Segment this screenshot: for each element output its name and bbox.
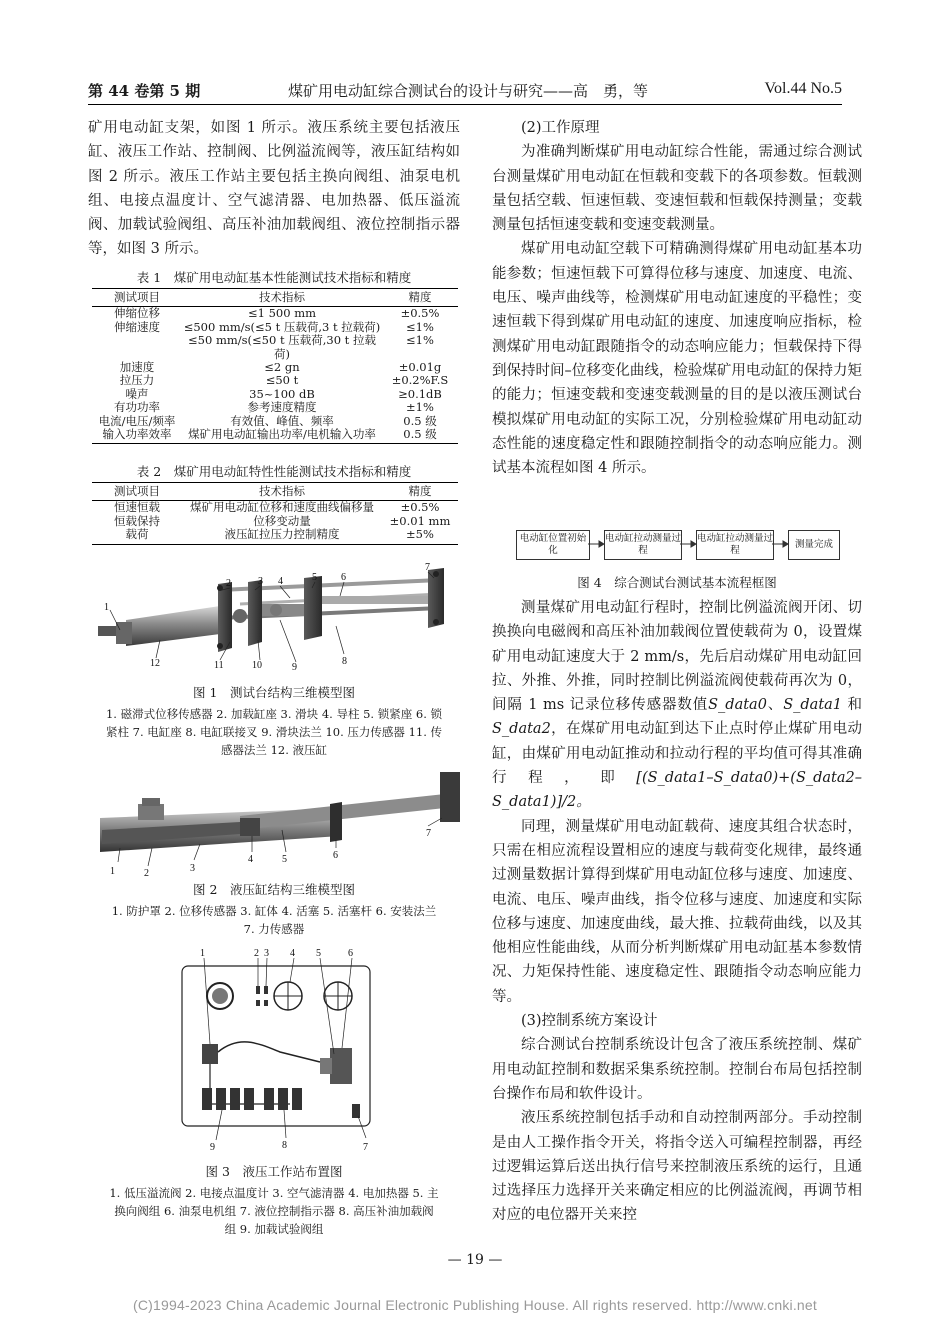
table1-cell: 伸缩位移 <box>114 306 160 321</box>
table1-cell: 噪声 <box>125 386 149 401</box>
table2-row <box>92 515 458 528</box>
table1-row <box>92 415 458 428</box>
table2-caption: 表 2 煤矿用电动缸特性性能测试技术指标和精度 <box>136 464 412 479</box>
table1-cell: 有效值、峰值、频率 <box>230 413 334 428</box>
table2-cell: 恒速恒载 <box>114 500 160 515</box>
running-header <box>88 80 842 102</box>
table1 <box>92 288 458 444</box>
right-para5: 综合测试台控制系统设计包含了液压系统控制、煤矿用电动缸控制和数据采集系统控制。控制台布局包括控制台操作布局和软件设计。 <box>492 1037 862 1102</box>
fig2-legend-line2: 7. 力传感器 <box>243 922 305 936</box>
figure1-legend <box>88 705 460 759</box>
fig3-callout-9: 9 <box>210 1142 215 1153</box>
fig1-callout-12: 12 <box>150 658 160 669</box>
fig1-callout-1: 1 <box>104 602 109 613</box>
fig3-relief-valve <box>202 1044 218 1064</box>
fig2-callout-2: 2 <box>144 868 149 876</box>
stroke-formula: [(S_data1–S_data0)+(S_data2–S_data1)]/2。 <box>492 770 862 811</box>
flow-box-pull-2: 电动缸拉动测量过程 <box>696 530 774 560</box>
right-para4: 同理，测量煤矿用电动缸载荷、速度其组合状态时，只需在相应流程设置相应的速度与载荷变化规律，最终通过测量数据计算得到煤矿用电动缸位移与速度、加速度、电流、电压、噪声曲线，指令位移与速度、加速度和实际位移与速度、加速度曲线，最大推、拉载荷曲线，以及其他相应性能曲线，从而分析判断煤矿用电动缸基本参数情况、力矩保持性能、速度稳定性、跟随指令动态响应能力等。 <box>492 818 862 1005</box>
fig2-mount-flange <box>330 802 342 842</box>
fig2-protective-cover <box>138 804 164 820</box>
fig1-legend-line1: 1. 磁滞式位移传感器 2. 加载缸座 3. 滑块 4. 导柱 5. 锁紧座 6. 锁 <box>105 707 443 721</box>
flow-arrows <box>588 536 788 552</box>
section2-title: (2)工作原理 <box>521 120 600 136</box>
right-para1: 为准确判断煤矿用电动缸综合性能，需通过综合测试台测量煤矿用电动缸在恒载和变载下的各项参数。恒载测量包括空载、恒速恒载、变速恒载和恒载保持测量；变载测量包括恒速变载和变速变载测量。 <box>492 144 862 234</box>
fig3-high-pressure-valves <box>264 1088 302 1110</box>
header-volume-en: Vol.44 No.5 <box>764 80 842 97</box>
fig3-callout-3: 3 <box>264 948 269 959</box>
fig3-callout-5: 5 <box>316 948 321 959</box>
fig1-callout-2: 2 <box>226 578 231 589</box>
section3-title: (3)控制系统方案设计 <box>521 1013 658 1030</box>
table1-row <box>92 374 458 387</box>
var-s-data2: S_data2 <box>492 721 551 738</box>
fig1-callout-3: 3 <box>258 576 263 587</box>
fig1-callout-10: 10 <box>252 660 262 671</box>
fig3-legend-line3: 组 9. 加载试验阀组 <box>224 1222 324 1236</box>
table2-cell: ±0.01 mm <box>389 513 451 528</box>
fig2-callout-4: 4 <box>248 854 253 865</box>
figure3-caption: 图 3 液压工作站布置图 <box>205 1164 343 1179</box>
table1-row <box>92 321 458 334</box>
figure2-legend <box>88 902 460 938</box>
right-para6: 液压系统控制包括手动和自动控制两部分。手动控制是由人工操作指令开关，将指令送入可编程控制器，再经过逻辑运算后送出执行信号来控制液压系统的运行，且通过选择压力选择开关来确定相应的比例溢流阀，再调节相对应的电位器开关来控 <box>492 1110 862 1224</box>
right-para2: 煤矿用电动缸空载下可精确测得煤矿用电动缸基本功能参数；恒速恒载下可算得位移与速度、加速度、电流、电压、噪声曲线等，检测煤矿用电动缸速度的平稳性；变速恒载下得到煤矿用电动缸的速度、加速度响应指标，检测煤矿用电动缸跟随指令的动态响应能力；恒载保持下得到保持时间–位移变化曲线，检验煤矿用电动缸的保持力矩的能力；恒速变载和变速变载测量的目的是以液压测试台模拟煤矿用电动缸的实际工况，分别检验煤矿用电动缸动态性能的速度稳定性和跟随控制指令的动态响应能力。测试基本流程如图 4 所示。 <box>492 241 862 477</box>
fig1-callout-9: 9 <box>292 662 297 673</box>
table1-cell: ≤500 mm/s(≤5 t 压载荷,3 t 拉载荷) <box>183 319 381 334</box>
fig3-callout-1: 1 <box>200 948 205 959</box>
table1-cell: 参考速度精度 <box>247 400 317 415</box>
intro-paragraph: 矿用电动缸支架，如图 1 所示。液压系统主要包括液压缸、液压工作站、控制阀、比例溢流阀等，液压缸结构如图 2 所示。液压工作站主要包括主换向阀组、油泵电机组、电接点温度计、空气滤清器、电加热器、低压溢流阀、加载试验阀组、高压补油加载阀组、液位控制指示器等，如图 3 所示。 <box>88 120 460 258</box>
fig3-callout-7: 7 <box>363 1142 368 1153</box>
right-column-upper <box>492 116 862 480</box>
fig3-level-indicator <box>352 1104 360 1118</box>
right-para3: 测量煤矿用电动缸行程时，控制比例溢流阀开闭、切换换向电磁阀和高压补油加载阀位置使载荷为 0，设置煤矿用电动缸速度大于 2 mm/s，先后启动煤矿用电动缸回拉、外推、外推，同时控制比例溢流阀使载荷再次为 0，间隔 1 ms 记录位移传感器数值S_data0、S_data1 和 S_data2，在煤矿用电动缸到达下止点时停止煤矿用电动缸，由煤矿用电动缸推动和拉动行程的平均值可得其准确行程，即[(S_data1–S_data0)+(S_data2–S_data1)]/2。 <box>492 600 863 811</box>
figure3-legend <box>88 1184 460 1238</box>
fig2-callout-1: 1 <box>110 866 115 876</box>
table1-row <box>92 307 458 321</box>
var-s-data0: S_data0 <box>708 697 767 714</box>
fig1-callout-6: 6 <box>341 572 346 583</box>
table1-cell: 输入功率效率 <box>92 428 182 444</box>
table1-cell <box>92 334 182 361</box>
table1-header-precision: 精度 <box>382 289 458 307</box>
table1-cell: 有功功率 <box>114 400 160 415</box>
fig3-callout-2: 2 <box>254 948 259 959</box>
table2-cell: ±0.5% <box>400 500 440 515</box>
fig1-connector <box>262 604 304 616</box>
figure2-drawing <box>90 768 460 876</box>
fig1-callout-7: 7 <box>425 562 430 573</box>
fig3-callout-4: 4 <box>290 948 295 959</box>
table2-cell: ±5% <box>382 528 458 544</box>
figure1-drawing <box>90 560 460 678</box>
fig3-callout-6: 6 <box>348 948 353 959</box>
figure4-caption: 图 4 综合测试台测试基本流程框图 <box>577 575 777 590</box>
fig3-legend-line1: 1. 低压溢流阀 2. 电接点温度计 3. 空气滤清器 4. 电加热器 5. 主 <box>109 1186 439 1200</box>
header-rule <box>88 104 842 105</box>
table1-cell: 加速度 <box>119 360 155 375</box>
table1-cell: 煤矿用电动缸输出功率/电机输入功率 <box>182 428 382 444</box>
page-number: — 19 — <box>447 1252 503 1268</box>
left-column-intro <box>88 116 460 262</box>
fig1-legend-line3: 感器法兰 12. 液压缸 <box>220 743 328 757</box>
table1-cell: 伸缩速度 <box>114 319 160 334</box>
table2-cell: 位移变动量 <box>253 513 311 528</box>
table1-cell: ≤1% <box>406 333 434 348</box>
table1-row <box>92 428 458 444</box>
table1-cell: 拉压力 <box>119 373 155 388</box>
flow-box-pull-1: 电动缸拉动测量过程 <box>604 530 682 560</box>
header-title: 煤矿用电动缸综合测试台的设计与研究——高 勇，等 <box>288 82 649 100</box>
table1-cell: ±1% <box>406 400 434 415</box>
fig2-piston <box>240 818 260 836</box>
table2-cell: 载荷 <box>92 528 182 544</box>
fig1-legend-line2: 紧柱 7. 电缸座 8. 电缸联接叉 9. 滑块法兰 10. 压力传感器 11. 传 <box>105 725 443 739</box>
table2-cell: 煤矿用电动缸位移和速度曲线偏移量 <box>190 500 374 515</box>
table1-header-spec: 技术指标 <box>182 289 382 307</box>
table1-cell: ±0.5% <box>400 306 440 321</box>
flow-arrow-1 <box>599 541 604 547</box>
fig1-hydraulic-cylinder <box>126 606 220 646</box>
flow-box-init: 电动缸位置初始化 <box>516 530 590 560</box>
fig2-legend-line1: 1. 防护罩 2. 位移传感器 3. 缸体 4. 活塞 5. 活塞杆 6. 安装法兰 <box>111 904 437 918</box>
flow-box-done: 测量完成 <box>788 530 840 560</box>
flow-arrow-3 <box>783 541 788 547</box>
fig3-callout-8: 8 <box>282 1140 287 1151</box>
fig3-legend-line2: 换向阀组 6. 油泵电机组 7. 液位控制指示器 8. 高压补油加载阀 <box>114 1204 434 1218</box>
copyright-footer: (C)1994-2023 China Academic Journal Electronic Publishing House. All rights reserved. http://www.cnki.net <box>133 1297 817 1313</box>
table1-caption: 表 1 煤矿用电动缸基本性能测试技术指标和精度 <box>136 270 412 285</box>
fig1-callout-4: 4 <box>278 576 283 587</box>
header-volume: 第 44 卷第 5 期 <box>88 82 201 100</box>
table1-row <box>92 401 458 414</box>
table1-cell: 电流/电压/频率 <box>98 413 176 428</box>
fig1-callout-5: 5 <box>312 572 317 583</box>
table1-cell: 0.5 级 <box>382 428 458 444</box>
table2-header-precision: 精度 <box>382 483 458 501</box>
right-column-lower <box>492 596 862 1228</box>
table2-cell: 恒载保持 <box>114 513 160 528</box>
fig2-callout-3: 3 <box>190 863 195 874</box>
table1-cell: 0.5 级 <box>403 413 437 428</box>
table2-header-spec: 技术指标 <box>182 483 382 501</box>
fig2-callout-5: 5 <box>282 854 287 865</box>
table1-row <box>92 334 458 361</box>
fig1-callout-8: 8 <box>342 656 347 667</box>
flow-arrow-2 <box>691 541 696 547</box>
table2-cell: 液压缸拉压力控制精度 <box>182 528 382 544</box>
figure1-caption: 图 1 测试台结构三维模型图 <box>193 685 355 700</box>
table1-header-item: 测试项目 <box>92 289 182 307</box>
fig1-load-cylinder-seat <box>218 582 232 652</box>
table2-row <box>92 501 458 515</box>
table1-cell: ≤50 mm/s(≤50 t 压载荷,30 t 拉载荷) <box>188 333 376 361</box>
table1-row <box>92 388 458 401</box>
table1-row <box>92 361 458 374</box>
table1-cell: ±0.01g <box>398 360 442 375</box>
fig2-callout-6: 6 <box>333 850 338 861</box>
fig2-callout-7: 7 <box>426 828 431 839</box>
table1-cell: ≤2 gn <box>264 360 300 375</box>
table1-cell: ≤1% <box>406 319 434 334</box>
table1-cell: ≤50 t <box>265 373 299 388</box>
figure2-caption: 图 2 液压缸结构三维模型图 <box>193 882 355 897</box>
table2-row <box>92 528 458 544</box>
table2-header-item: 测试项目 <box>92 483 182 501</box>
var-s-data1: S_data1 <box>783 697 843 714</box>
table1-cell: 35~100 dB <box>249 386 315 401</box>
table1-cell: ±0.2%F.S <box>391 373 449 388</box>
right-para3-a: 测量煤矿用电动缸行程时，控制比例溢流阀开闭、切换换向电磁阀和高压补油加载阀位置使载荷为 0，设置煤矿用电动缸速度大于 2 mm/s，先后启动煤矿用电动缸回拉、外推、外推，同时控制比例溢流阀使载荷再次为 0，间隔 1 ms 记录位移传感器数值 <box>492 600 862 714</box>
right-para3-b: ，在煤矿用电动缸到达下止点时停止煤矿用电动缸，由煤矿用电动缸推动和拉动行程的平均值可得其准确行程，即 <box>492 721 862 787</box>
figure3-drawing <box>170 944 382 1156</box>
fig1-callout-11: 11 <box>214 660 224 671</box>
table1-cell: ≥0.1dB <box>398 386 442 401</box>
table2 <box>92 482 458 545</box>
fig2-force-sensor <box>440 772 460 822</box>
fig3-pump-motor <box>330 1048 352 1084</box>
table1-cell: ≤1 500 mm <box>247 306 317 321</box>
